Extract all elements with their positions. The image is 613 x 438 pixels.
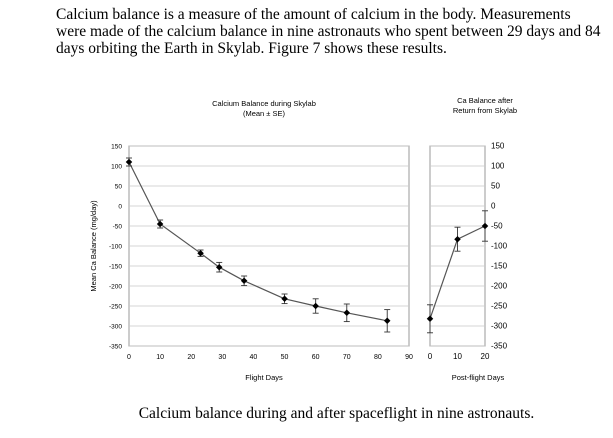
- postflight-x-tick-label: 10: [453, 352, 462, 361]
- postflight-chart-title: Ca Balance after: [457, 96, 513, 105]
- postflight-y-tick-label: 100: [491, 161, 505, 171]
- skylab-y-tick-label: -100: [108, 243, 122, 251]
- skylab-data-point: [241, 278, 248, 285]
- skylab-y-tick-label: -300: [108, 323, 122, 331]
- postflight-data-point: [482, 223, 489, 230]
- skylab-x-tick-label: 70: [342, 354, 351, 361]
- postflight-y-tick-label: -150: [491, 261, 508, 271]
- skylab-y-tick-label: -350: [108, 343, 122, 351]
- postflight-y-tick-label: 150: [491, 141, 505, 151]
- skylab-x-tick-label: 80: [373, 354, 382, 361]
- postflight-y-tick-label: 50: [491, 181, 500, 191]
- postflight-y-tick-label: -250: [491, 301, 508, 311]
- skylab-data-point: [344, 310, 351, 317]
- postflight-x-axis-label: Post-flight Days: [451, 373, 505, 382]
- skylab-data-point: [384, 318, 391, 325]
- skylab-x-tick-label: 90: [405, 354, 413, 361]
- postflight-x-tick-label: 20: [480, 352, 490, 361]
- postflight-y-tick-label: -100: [491, 241, 508, 251]
- postflight-y-tick-label: 0: [491, 201, 496, 211]
- skylab-x-tick-labels: [127, 354, 413, 361]
- postflight-y-tick-labels: [491, 142, 508, 351]
- skylab-x-tick-label: 40: [249, 354, 258, 361]
- skylab-y-tick-labels: [109, 144, 122, 351]
- skylab-x-axis-label: Flight Days: [245, 373, 283, 382]
- postflight-x-tick-labels: [428, 352, 490, 361]
- postflight-chart-subtitle: Return from Skylab: [452, 106, 518, 115]
- postflight-data-point: [427, 316, 434, 323]
- skylab-x-tick-label: 0: [127, 354, 131, 361]
- y-axis-label: Mean Ca Balance (mg/day): [89, 200, 98, 292]
- skylab-x-tick-label: 30: [218, 354, 227, 361]
- postflight-y-tick-label: -50: [491, 221, 503, 231]
- skylab-y-tick-label: 150: [111, 143, 122, 151]
- skylab-chart-title: Calcium Balance during Skylab: [212, 99, 316, 108]
- postflight-panel: [427, 96, 517, 382]
- postflight-y-tick-label: -350: [491, 341, 508, 351]
- skylab-x-tick-label: 50: [280, 354, 289, 361]
- skylab-x-tick-label: 60: [311, 354, 320, 361]
- skylab-y-tick-label: 50: [114, 183, 122, 191]
- postflight-y-tick-label: -300: [491, 321, 508, 331]
- postflight-x-tick-label: 0: [427, 352, 433, 361]
- skylab-data-point: [312, 303, 319, 310]
- skylab-x-tick-label: 20: [187, 354, 196, 361]
- figure-caption: Calcium balance during and after spaceflight in nine astronauts.: [138, 405, 535, 422]
- postflight-series: [427, 211, 489, 333]
- postflight-data-point: [454, 236, 461, 243]
- postflight-y-tick-label: -200: [491, 281, 508, 291]
- skylab-y-tick-label: -200: [108, 283, 122, 291]
- skylab-x-tick-label: 10: [156, 354, 165, 361]
- skylab-y-tick-label: -150: [108, 263, 122, 271]
- skylab-gridlines: [129, 146, 409, 346]
- intro-paragraph: Calcium balance is a measure of the amount of calcium in the body. Measurements were made of the calcium balance in nine astronauts who spent between 29 days and 84 days orbiting the Earth in Skylab. Figure 7 shows these results.: [56, 6, 601, 57]
- skylab-y-tick-label: -50: [112, 223, 122, 231]
- skylab-panel: [89, 99, 413, 382]
- skylab-data-point: [281, 296, 288, 303]
- skylab-y-tick-label: 0: [118, 203, 122, 211]
- skylab-y-tick-label: 100: [111, 163, 122, 171]
- skylab-chart-subtitle: (Mean ± SE): [242, 109, 286, 118]
- skylab-y-tick-label: -250: [108, 303, 122, 311]
- skylab-data-point: [126, 159, 133, 166]
